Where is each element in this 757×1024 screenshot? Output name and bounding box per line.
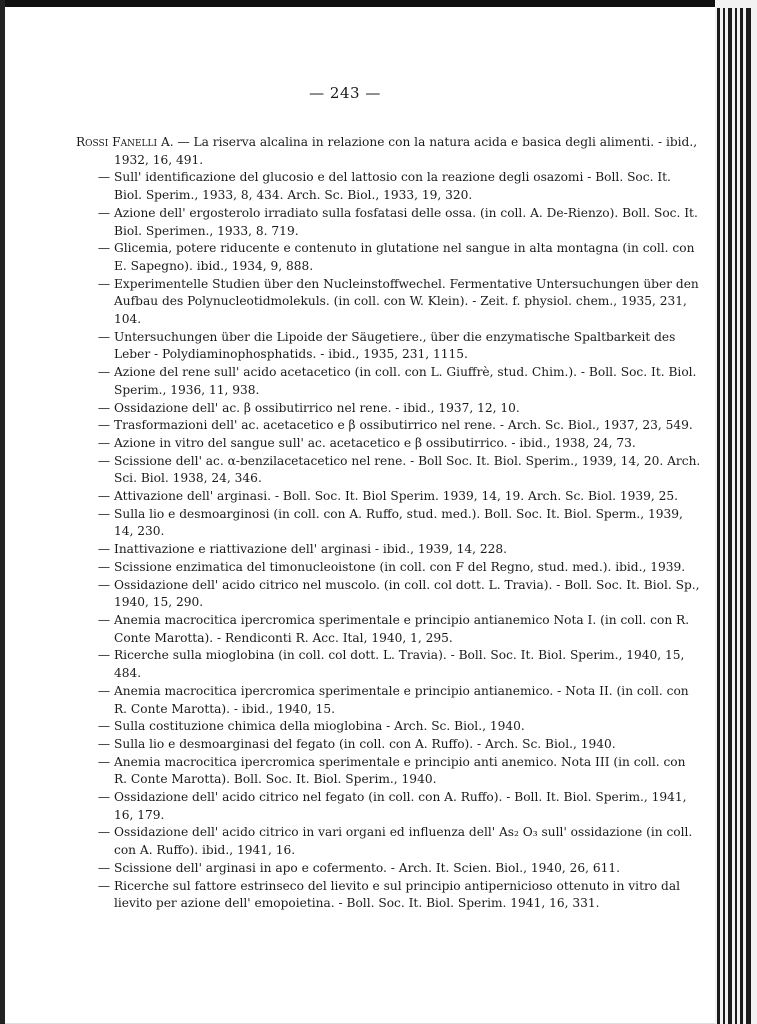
bibliography-entry [76, 824, 702, 859]
entry-text: Ricerche sul fattore estrinseco del lievito e sul principio antipernicioso ottenuto in vitro dal lievito per azione dell' emopoietina. - Boll. Soc. It. Biol. Sperim. 1941, 16, 331. [114, 878, 680, 911]
bibliography-entry [76, 276, 702, 329]
entry-text: Azione dell' ergosterolo irradiato sulla fosfatasi delle ossa. (in coll. A. De-Rienzo). Boll. Soc. It. Biol. Sperimen., 1933, 8. 719. [114, 205, 698, 238]
bibliography-entry [76, 488, 702, 506]
entry-text: Ossidazione dell' acido citrico in vari organi ed influenza dell' As₂ O₃ sull' ossidazione (in coll. con A. Ruffo). ibid., 1941, 16. [114, 825, 693, 858]
entry-dash: — [97, 329, 110, 344]
bibliography-entry [76, 577, 702, 612]
bibliography-entry [76, 789, 702, 824]
entry-text: Anemia macrocitica ipercromica sperimentale e principio antianemico Nota I. (in coll. con R. Conte Marotta). - Rendiconti R. Acc. Ital, 1940, 1, 295. [114, 612, 690, 645]
bibliography-entry [76, 541, 702, 559]
entry-text: Glicemia, potere riducente e contenuto in glutatione nel sangue in alta montagna (in coll. con E. Sapegno). ibid., 1934, 9, 888. [114, 241, 695, 273]
page-number: — 243 — [309, 84, 381, 102]
bibliography-entry [76, 860, 702, 878]
scan-left-border [0, 0, 5, 1024]
entry-text: Anemia macrocitica ipercromica sperimentale e principio anti anemico. Nota III (in coll. con R. Conte Marotta). Boll. Soc. It. Biol. Sperim., 1940. [114, 754, 686, 787]
book-spine-edge [715, 0, 757, 1024]
entry-text: Ossidazione dell' acido citrico nel muscolo. (in coll. col dott. L. Travia). - Boll. Soc. It. Biol. Sp., 1940, 15, 290. [114, 577, 700, 610]
entry-dash: — [97, 400, 110, 415]
bibliography-entry [76, 329, 702, 364]
entry-dash: — [97, 453, 110, 468]
bibliography-entry [76, 400, 702, 418]
bibliography-entry [76, 364, 702, 399]
entry-text: Ossidazione dell' ac. β ossibutirrico nel rene. - ibid., 1937, 12, 10. [114, 400, 520, 415]
bibliography-entry [76, 878, 702, 913]
bibliography-entry [76, 612, 702, 647]
entry-text: Ricerche sulla mioglobina (in coll. col dott. L. Travia). - Boll. Soc. It. Biol. Sperim., 1940, 15, 484. [114, 648, 685, 681]
entry-text: Ossidazione dell' acido citrico nel fegato (in coll. con A. Ruffo). - Boll. It. Biol. Sperim., 1941, 16, 179. [114, 790, 687, 822]
entry-text: Untersuchungen über die Lipoide der Säugetiere., über die enzymatische Spaltbarkeit des Leber - Polydiaminophosphatids. - ibid., 1935, 231, 1115. [114, 329, 676, 362]
bibliography-entry [76, 736, 702, 754]
entry-text: Sull' identificazione del glucosio e del lattosio con la reazione degli osazomi - Boll. Soc. It. Biol. Sperim., 1933, 8, 434. Arch. Sc. Biol., 1933, 19, 320. [114, 170, 671, 203]
bibliography-entry [76, 169, 702, 204]
entry-dash: — [97, 276, 110, 291]
entry-dash: — [97, 241, 110, 256]
entry-dash: — [97, 506, 110, 521]
bibliography-entry [76, 754, 702, 789]
bibliography-entry [76, 506, 702, 541]
entry-dash: — [97, 825, 110, 840]
author-name: Rossi Fanelli A. [76, 135, 174, 149]
entry-text: Trasformazioni dell' ac. acetacetico e β ossibutirrico nel rene. - Arch. Sc. Biol., 1937, 23, 549. [114, 418, 693, 433]
entry-dash: — [97, 878, 110, 893]
bibliography-entry [76, 134, 702, 169]
entry-text: Azione in vitro del sangue sull' ac. acetacetico e β ossibutirrico. - ibid., 1938, 24, 73. [114, 435, 636, 450]
entry-text: Inattivazione e riattivazione dell' arginasi - ibid., 1939, 14, 228. [114, 542, 508, 557]
entry-dash: — [97, 612, 110, 627]
entry-dash: — [97, 170, 110, 185]
bibliography-entry [76, 435, 702, 453]
entry-dash: — [97, 365, 110, 380]
entry-text: Scissione enzimatica del timonucleoistone (in coll. con F del Regno, stud. med.). ibid., 1939. [114, 559, 686, 574]
entry-text: Experimentelle Studien über den Nucleinstoffwechel. Fermentative Untersuchungen über den Aufbau des Polynucleotidmolekuls. (in coll. con W. Klein). - Zeit. f. physiol. chem., 1935, 231, 104. [114, 276, 699, 327]
entry-text: Sulla lio e desmoarginasi del fegato (in coll. con A. Ruffo). - Arch. Sc. Biol., 1940. [114, 736, 616, 751]
bibliography-entry [76, 205, 702, 240]
bibliography-entry [76, 453, 702, 488]
entry-dash: — [97, 648, 110, 663]
bibliography-entry [76, 647, 702, 682]
entry-dash: — [97, 205, 110, 220]
entry-text: Scissione dell' arginasi in apo e cofermento. - Arch. It. Scien. Biol., 1940, 26, 611. [114, 860, 621, 875]
bibliography-entry [76, 683, 702, 718]
entry-text: Anemia macrocitica ipercromica sperimentale e principio antianemico. - Nota II. (in coll. con R. Conte Marotta). - ibid., 1940, 15. [114, 683, 689, 716]
entry-dash: — [97, 683, 110, 698]
entry-dash: — [97, 435, 110, 450]
bibliography-entry [76, 417, 702, 435]
entry-text: — La riserva alcalina in relazione con la natura acida e basica degli alimenti. - ibid., 1932, 16, 491. [114, 135, 698, 167]
entry-dash: — [97, 542, 110, 557]
bibliography-entry [76, 718, 702, 736]
entry-text: Attivazione dell' arginasi. - Boll. Soc. It. Biol Sperim. 1939, 14, 19. Arch. Sc. Biol. 1939, 25. [114, 489, 679, 504]
entry-dash: — [97, 577, 110, 592]
entry-dash: — [97, 559, 110, 574]
entry-dash: — [97, 489, 110, 504]
entry-dash: — [97, 719, 110, 734]
entry-dash: — [97, 754, 110, 769]
entry-text: Scissione dell' ac. α-benzilacetacetico nel rene. - Boll Soc. It. Biol. Sperim., 1939, 14, 20. Arch. Sci. Biol. 1938, 24, 346. [114, 453, 701, 486]
entry-dash: — [97, 736, 110, 751]
entry-dash: — [97, 418, 110, 433]
bibliography-entry [76, 559, 702, 577]
entry-text: Sulla lio e desmoarginosi (in coll. con A. Ruffo, stud. med.). Boll. Soc. It. Biol. Sperm., 1939, 14, 230. [114, 506, 683, 539]
bibliography-entry [76, 240, 702, 275]
entry-dash: — [97, 860, 110, 875]
entry-dash: — [97, 790, 110, 805]
entry-text: Sulla costituzione chimica della mioglobina - Arch. Sc. Biol., 1940. [114, 719, 525, 734]
entry-text: Azione del rene sull' acido acetacetico (in coll. con L. Giuffrè, stud. Chim.). - Boll. Soc. It. Biol. Sperim., 1936, 11, 938. [114, 365, 697, 397]
bibliography-list [76, 134, 702, 913]
scan-top-border [0, 0, 757, 7]
